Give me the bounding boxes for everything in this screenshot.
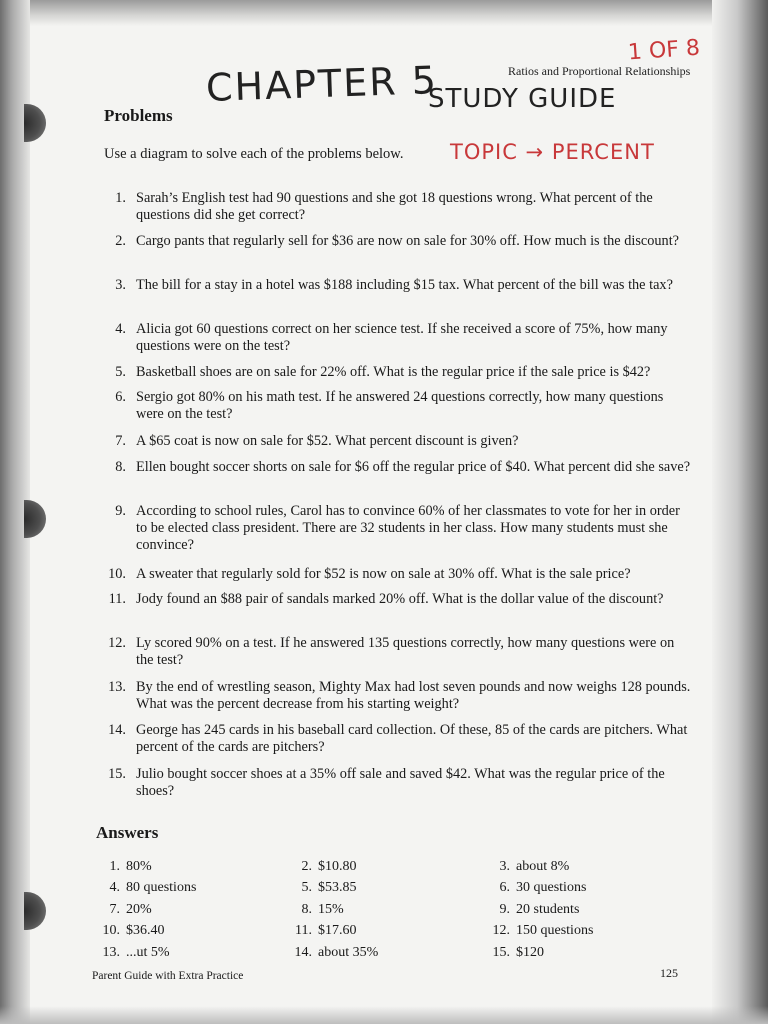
problem-number: 14. bbox=[108, 722, 126, 738]
problem-number: 4. bbox=[115, 321, 126, 337]
answer-number: 6. bbox=[499, 880, 510, 895]
problem-text: A $65 coat is now on sale for $52. What percent discount is given? bbox=[136, 433, 519, 449]
problem-number: 6. bbox=[115, 389, 126, 405]
answer-item bbox=[282, 901, 344, 918]
problem-number: 12. bbox=[108, 635, 126, 651]
answer-value: 30 questions bbox=[516, 880, 587, 895]
problem-text: Jody found an $88 pair of sandals marked 20% off. What is the dollar value of the discount? bbox=[136, 591, 664, 607]
answer-item bbox=[480, 901, 579, 918]
problem-number: 9. bbox=[115, 503, 126, 519]
answer-number: 1. bbox=[109, 859, 120, 874]
answer-value: $36.40 bbox=[126, 923, 165, 938]
punch-hole-icon bbox=[24, 104, 46, 142]
answer-item bbox=[282, 879, 357, 896]
answer-value: about 8% bbox=[516, 859, 570, 874]
handwritten-subtitle: STUDY GUIDE bbox=[428, 84, 617, 114]
problem-number: 15. bbox=[108, 766, 126, 782]
answer-number: 9. bbox=[499, 902, 510, 917]
answer-value: 15% bbox=[318, 902, 344, 917]
section-header: Ratios and Proportional Relationships bbox=[508, 64, 691, 78]
problem-number: 1. bbox=[115, 190, 126, 206]
punch-hole-icon bbox=[24, 500, 46, 538]
answer-value: ...ut 5% bbox=[126, 945, 170, 960]
answer-value: 80 questions bbox=[126, 880, 197, 895]
answer-number: 11. bbox=[295, 923, 312, 938]
problem-text: Ly scored 90% on a test. If he answered 135 questions correctly, how many questions were on the test? bbox=[136, 635, 675, 668]
answer-number: 13. bbox=[102, 945, 120, 960]
problem-number: 7. bbox=[115, 433, 126, 449]
answer-item bbox=[90, 944, 170, 961]
answer-value: $17.60 bbox=[318, 923, 357, 938]
answer-item bbox=[480, 922, 593, 939]
answer-item bbox=[480, 858, 569, 875]
answer-item bbox=[90, 879, 196, 896]
answer-item bbox=[90, 858, 152, 875]
problem-text: Alicia got 60 questions correct on her science test. If she received a score of 75%, how many questions were on the test? bbox=[136, 321, 668, 354]
problem-text: A sweater that regularly sold for $52 is now on sale at 30% off. What is the sale price? bbox=[136, 566, 631, 582]
answer-item bbox=[282, 858, 357, 875]
problem-text: Basketball shoes are on sale for 22% off. What is the regular price if the sale price is $42? bbox=[136, 364, 651, 380]
answer-value: 80% bbox=[126, 859, 152, 874]
problem-text: Sergio got 80% on his math test. If he answered 24 questions correctly, how many questions were on the test? bbox=[136, 389, 664, 422]
answer-value: about 35% bbox=[318, 945, 379, 960]
answer-number: 5. bbox=[301, 880, 312, 895]
answer-item bbox=[282, 944, 378, 961]
answer-number: 3. bbox=[499, 859, 510, 874]
answer-number: 10. bbox=[102, 923, 120, 938]
answer-number: 12. bbox=[492, 923, 510, 938]
answer-number: 7. bbox=[109, 902, 120, 917]
problem-text: Cargo pants that regularly sell for $36 are now on sale for 30% off. How much is the discount? bbox=[136, 233, 680, 249]
footer-book-title: Parent Guide with Extra Practice bbox=[92, 970, 244, 982]
answer-value: $10.80 bbox=[318, 859, 357, 874]
problem-text: Ellen bought soccer shorts on sale for $6 off the regular price of $40. What percent did she save? bbox=[136, 459, 691, 475]
answer-value: 20% bbox=[126, 902, 152, 917]
answer-item bbox=[480, 944, 544, 961]
problem-text: According to school rules, Carol has to convince 60% of her classmates to vote for her in order to be elected class president. There are 32 students in her class. How many students must she convince? bbox=[136, 503, 680, 553]
answer-number: 8. bbox=[301, 902, 312, 917]
handwritten-page-count: 1 OF 8 bbox=[627, 35, 701, 66]
problem-text: George has 245 cards in his baseball card collection. Of these, 85 of the cards are pitchers. What percent of the cards are pitchers? bbox=[136, 722, 688, 755]
scan-top-shadow bbox=[0, 0, 768, 26]
answer-item bbox=[90, 901, 152, 918]
answer-item bbox=[282, 922, 357, 939]
problem-text: The bill for a stay in a hotel was $188 including $15 tax. What percent of the bill was the tax? bbox=[136, 277, 673, 293]
answers-heading: Answers bbox=[96, 823, 159, 842]
problem-text: By the end of wrestling season, Mighty Max had lost seven pounds and now weighs 128 pounds. What was the percent decrease from his starting weight? bbox=[136, 679, 691, 712]
problem-number: 10. bbox=[108, 566, 126, 582]
answer-item bbox=[90, 922, 165, 939]
handwritten-topic-note: TOPIC → PERCENT bbox=[450, 140, 655, 164]
punch-hole-icon bbox=[24, 892, 46, 930]
answer-item bbox=[480, 879, 586, 896]
answer-number: 2. bbox=[301, 859, 312, 874]
scan-page-edge bbox=[712, 0, 768, 1024]
answer-number: 4. bbox=[109, 880, 120, 895]
problem-number: 3. bbox=[115, 277, 126, 293]
problem-number: 13. bbox=[108, 679, 126, 695]
answer-value: $53.85 bbox=[318, 880, 357, 895]
answer-number: 14. bbox=[294, 945, 312, 960]
answer-value: $120 bbox=[516, 945, 544, 960]
problem-number: 5. bbox=[115, 364, 126, 380]
problem-text: Julio bought soccer shoes at a 35% off sale and saved $42. What was the regular price of the shoes? bbox=[136, 766, 665, 799]
answer-number: 15. bbox=[492, 945, 510, 960]
scan-bottom-edge bbox=[0, 1006, 768, 1024]
handwritten-title: CHAPTER 5 bbox=[205, 57, 439, 111]
problem-number: 2. bbox=[115, 233, 126, 249]
problem-number: 11. bbox=[108, 591, 126, 607]
answer-value: 20 students bbox=[516, 902, 580, 917]
page-number: 125 bbox=[660, 966, 678, 980]
problems-heading: Problems bbox=[104, 106, 173, 125]
answer-value: 150 questions bbox=[516, 923, 594, 938]
problem-number: 8. bbox=[115, 459, 126, 475]
problem-text: Sarah’s English test had 90 questions and she got 18 questions wrong. What percent of the questions did she get correct? bbox=[136, 190, 653, 223]
instruction-text: Use a diagram to solve each of the problems below. bbox=[104, 146, 404, 162]
